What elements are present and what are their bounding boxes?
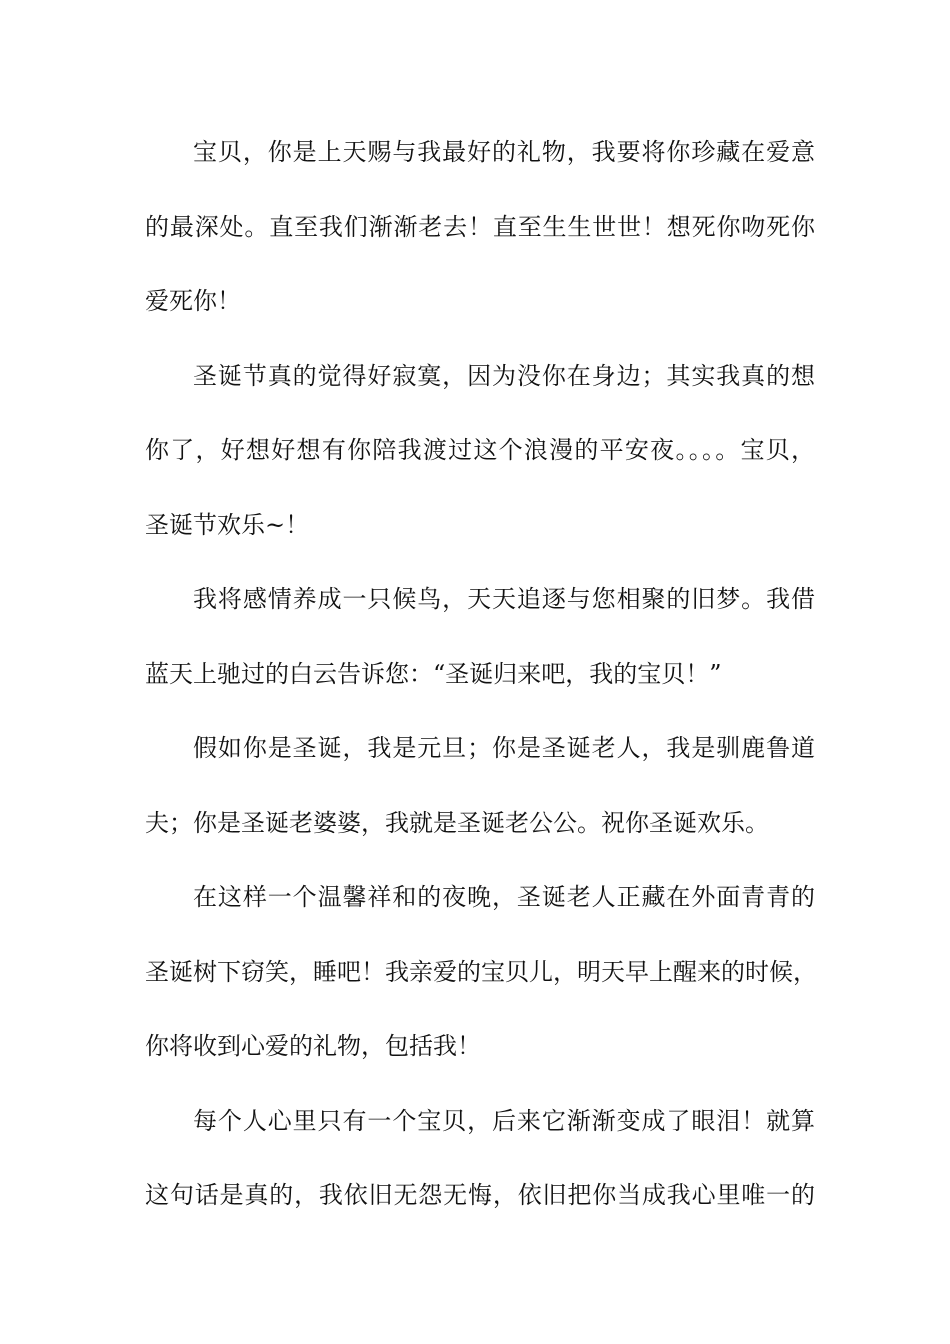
body-text [145,130,815,1248]
text-line: 我将感情养成一只候鸟，天天追逐与您相聚的旧梦。我借 [193,585,815,613]
text-line: 圣诞节真的觉得好寂寞，因为没你在身边；其实我真的想 [193,361,815,390]
text-line: 每个人心里只有一个宝贝，后来它渐渐变成了眼泪！就算 [193,1106,815,1135]
text-line: 你了，好想好想有你陪我渡过这个浪漫的平安夜。。。。宝贝， [145,436,815,464]
text-line: 圣诞树下窃笑，睡吧！我亲爱的宝贝儿，明天早上醒来的时候， [145,957,817,986]
text-line: 在这样一个温馨祥和的夜晚，圣诞老人正藏在外面青青的 [193,883,815,911]
text-line: 你将收到心爱的礼物，包括我！ [145,1032,481,1060]
text-line: 夫；你是圣诞老婆婆，我就是圣诞老公公。祝你圣诞欢乐。 [145,808,769,837]
text-line: 宝贝，你是上天赐与我最好的礼物，我要将你珍藏在爱意 [193,138,815,166]
text-line: 假如你是圣诞，我是元旦；你是圣诞老人，我是驯鹿鲁道 [193,734,815,762]
text-line: 圣诞节欢乐~！ [145,510,310,539]
text-line: 的最深处。直至我们渐渐老去！直至生生世世！想死你吻死你 [145,212,815,241]
text-line: 爱死你！ [145,287,241,315]
text-line: 蓝天上驰过的白云告诉您：“圣诞归来吧，我的宝贝！” [145,659,722,688]
text-line: 这句话是真的，我依旧无怨无悔，依旧把你当成我心里唯一的 [145,1181,815,1209]
